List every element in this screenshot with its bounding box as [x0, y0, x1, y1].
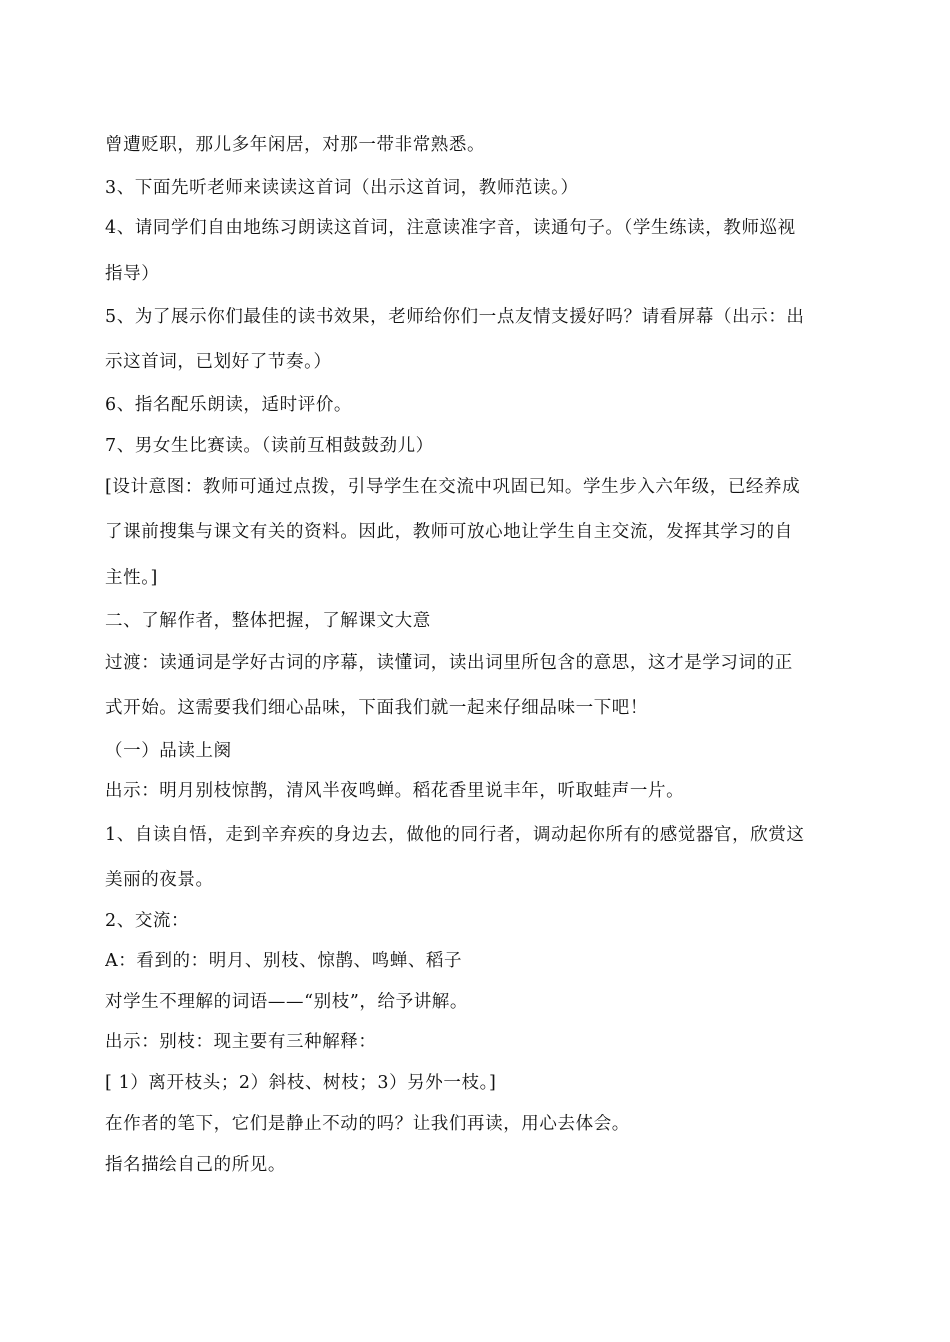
text-line: 示这首词，已划好了节奏。） — [105, 352, 332, 372]
text-line: 美丽的夜景。 — [105, 870, 214, 890]
text-line: 5、为了展示你们最佳的读书效果，老师给你们一点友情支援好吗？请看屏幕（出示：出 — [105, 307, 805, 327]
text-line: 对学生不理解的词语——“别枝”，给予讲解。 — [105, 992, 468, 1012]
text-line: 了课前搜集与课文有关的资料。因此，教师可放心地让学生自主交流，发挥其学习的自 — [105, 522, 793, 542]
text-line: 曾遭贬职，那儿多年闲居，对那一带非常熟悉。 — [105, 135, 486, 155]
subsection-heading: （一）品读上阕 — [105, 741, 232, 761]
text-line: 3、下面先听老师来读读这首词（出示这首词，教师范读。） — [105, 178, 579, 198]
text-line: 指导） — [105, 264, 160, 284]
text-line: 4、请同学们自由地练习朗读这首词，注意读准字音，读通句子。（学生练读，教师巡视 — [105, 218, 796, 238]
text-line: 1、自读自悟，走到辛弃疾的身边去，做他的同行者，调动起你所有的感觉器官，欣赏这 — [105, 825, 805, 845]
text-line: 在作者的笔下，它们是静止不动的吗？让我们再读，用心去体会。 — [105, 1114, 630, 1134]
text-line: 出示：别枝：现主要有三种解释： — [105, 1032, 377, 1052]
text-line: 2、交流： — [105, 911, 190, 931]
text-line: 主性。] — [105, 568, 158, 588]
text-line: [设计意图：教师可通过点拨，引导学生在交流中巩固已知。学生步入六年级，已经养成 — [105, 477, 801, 497]
text-line: 指名描绘自己的所见。 — [105, 1155, 286, 1175]
text-line: 式开始。这需要我们细心品味，下面我们就一起来仔细品味一下吧！ — [105, 698, 648, 718]
text-line: 过渡：读通词是学好古词的序幕，读懂词，读出词里所包含的意思，这才是学习词的正 — [105, 653, 793, 673]
section-heading: 二、了解作者，整体把握，了解课文大意 — [105, 611, 431, 631]
text-line: A：看到的：明月、别枝、惊鹊、鸣蝉、稻子 — [105, 951, 463, 971]
text-line: [ 1）离开枝头；2）斜枝、树枝；3）另外一枝。] — [105, 1073, 497, 1093]
text-line: 出示：明月别枝惊鹊，清风半夜鸣蝉。稻花香里说丰年，听取蛙声一片。 — [105, 781, 685, 801]
text-line: 7、男女生比赛读。（读前互相鼓鼓劲儿） — [105, 436, 434, 456]
text-line: 6、指名配乐朗读，适时评价。 — [105, 395, 353, 415]
